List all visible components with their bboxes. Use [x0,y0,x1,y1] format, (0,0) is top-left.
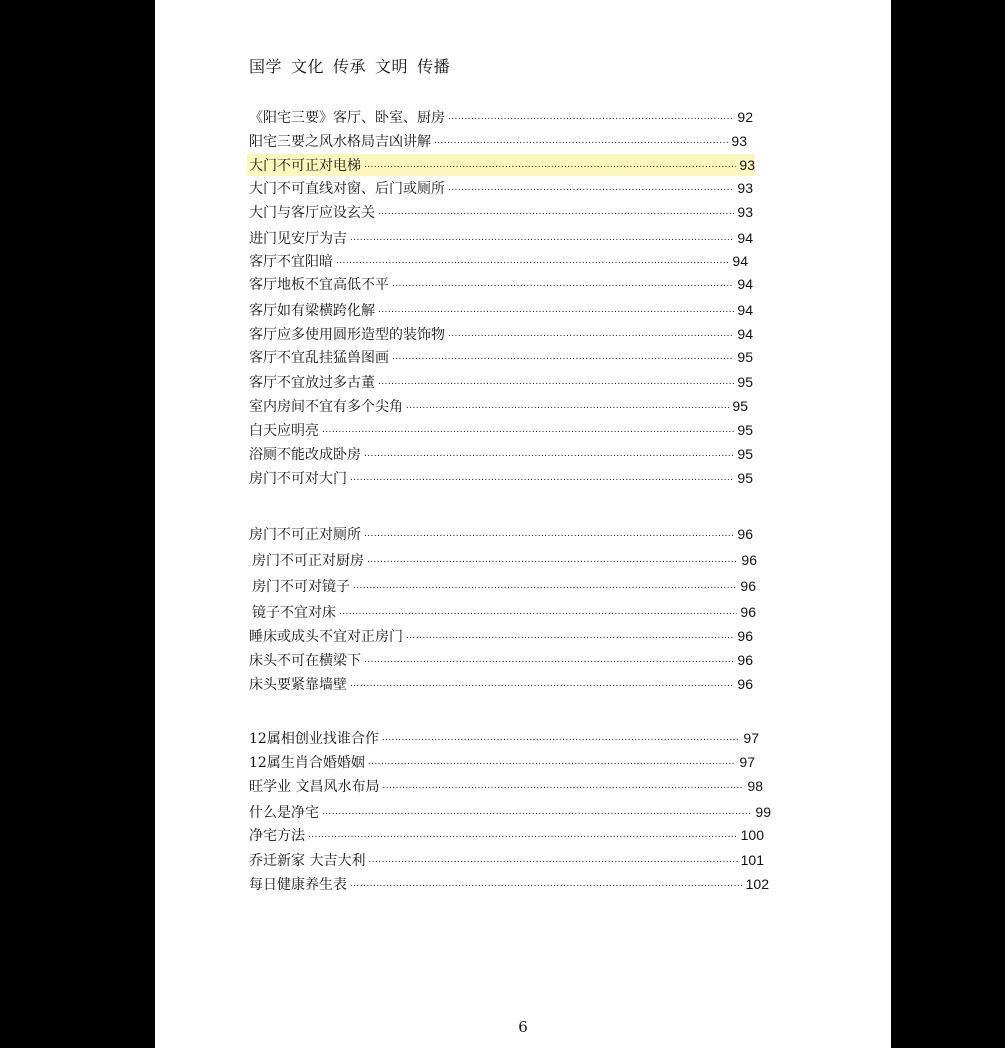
toc-leader-dots [448,181,734,195]
toc-title: 镜子不宜对床 [252,605,336,621]
toc-leader-dots [339,605,737,619]
toc-leader-dots [350,677,734,691]
toc-title: 净宅方法 [249,828,305,844]
toc-title: 客厅如有梁横跨化解 [249,303,375,319]
header-word: 传播 [417,57,451,76]
toc-entry[interactable] [252,601,756,623]
toc-leader-dots [322,805,752,819]
toc-title: 房门不可正对厕所 [249,527,361,543]
toc-title: 房门不可正对厨房 [252,553,364,569]
toc-leader-dots [406,629,734,643]
toc-entry[interactable] [249,273,753,295]
toc-title: 大门与客厅应设玄关 [249,205,375,221]
toc-leader-dots [350,231,734,245]
toc-leader-dots [378,375,734,389]
toc-entry[interactable] [249,775,763,797]
toc-entry[interactable] [249,751,755,773]
toc-leader-dots [364,447,734,461]
toc-title: 《阳宅三要》客厅、卧室、厨房 [249,110,445,126]
toc-entry[interactable] [249,130,747,152]
toc-leader-dots [350,471,734,485]
toc-leader-dots [382,731,741,745]
toc-leader-dots [448,110,734,124]
toc-entry[interactable] [249,523,753,545]
toc-page: 95 [737,470,753,486]
toc-title: 浴厕不能改成卧房 [249,447,361,463]
toc-title: 乔迁新家 大吉大利 [249,853,366,869]
document-page [155,0,891,1048]
toc-page: 99 [755,804,771,820]
toc-entry[interactable] [249,443,753,465]
toc-entry[interactable] [249,323,753,345]
toc-page: 95 [737,446,753,462]
toc-title: 进门见安厅为吉 [249,231,347,247]
header-word: 文明 [375,57,409,76]
toc-leader-dots [367,553,738,567]
toc-title: 大门不可正对电梯 [249,158,361,174]
toc-leader-dots [448,327,734,341]
toc-leader-dots [368,755,737,769]
toc-page: 96 [737,526,753,542]
toc-page: 92 [737,109,753,125]
toc-leader-dots [308,828,738,842]
toc-page: 101 [740,852,764,868]
toc-entry[interactable] [249,106,753,128]
toc-page: 93 [739,157,755,173]
toc-page: 94 [737,276,753,292]
toc-page: 94 [737,302,753,318]
toc-entry[interactable] [249,673,753,695]
header-word: 传承 [333,57,367,76]
toc-entry[interactable] [249,849,764,871]
toc-title: 室内房间不宜有多个尖角 [249,399,403,415]
toc-title: 每日健康养生表 [249,877,347,893]
toc-page: 96 [737,676,753,692]
toc-entry[interactable] [252,575,756,597]
toc-title: 阳宅三要之风水格局吉凶讲解 [249,134,431,150]
toc-entry[interactable] [249,371,753,393]
toc-leader-dots [434,134,728,148]
toc-entry[interactable] [249,873,769,895]
toc-leader-dots [350,877,743,891]
toc-page: 95 [737,349,753,365]
toc-entry[interactable] [249,727,759,749]
toc-title: 客厅地板不宜高低不平 [249,277,389,293]
toc-title: 客厅不宜阳暗 [249,254,333,270]
toc-page: 94 [732,253,748,269]
toc-entry[interactable] [249,419,753,441]
toc-title: 大门不可直线对窗、后门或厕所 [249,181,445,197]
toc-title: 12属生肖合婚婚姻 [249,755,365,771]
toc-leader-dots [382,779,744,793]
toc-title: 客厅应多使用圆形造型的装饰物 [249,327,445,343]
toc-page: 100 [740,827,764,843]
toc-title: 客厅不宜乱挂猛兽图画 [249,350,389,366]
toc-entry[interactable] [249,299,753,321]
toc-title: 客厅不宜放过多古董 [249,375,375,391]
toc-leader-dots [378,303,734,317]
toc-entry[interactable] [249,346,753,368]
toc-page: 95 [737,374,753,390]
header-word: 国学 [249,57,283,76]
toc-title: 白天应明亮 [249,423,319,439]
toc-leader-dots [378,205,734,219]
toc-page: 102 [745,876,769,892]
toc-entry[interactable] [249,467,753,489]
toc-page: 94 [737,326,753,342]
toc-leader-dots [364,527,734,541]
toc-entry[interactable] [249,395,748,417]
toc-entry[interactable] [249,227,753,249]
toc-title: 床头要紧靠墙壁 [249,677,347,693]
toc-entry[interactable] [249,801,771,823]
toc-entry[interactable] [249,177,753,199]
toc-page: 96 [737,652,753,668]
page-header [249,54,459,77]
toc-entry[interactable] [249,824,764,846]
header-word: 文化 [291,57,325,76]
toc-page: 94 [737,230,753,246]
toc-page: 95 [732,398,748,414]
toc-leader-dots [364,158,736,172]
toc-page: 93 [737,204,753,220]
toc-leader-dots [336,254,729,268]
toc-page: 96 [740,604,756,620]
toc-leader-dots [364,653,734,667]
toc-leader-dots [406,399,729,413]
toc-page: 93 [731,133,747,149]
toc-page: 93 [737,180,753,196]
toc-leader-dots [392,277,734,291]
toc-page: 96 [740,578,756,594]
toc-page: 96 [741,552,757,568]
toc-page: 98 [747,778,763,794]
toc-title: 睡床或成头不宜对正房门 [249,629,403,645]
page-number: 6 [518,1018,528,1036]
toc-leader-dots [368,853,737,867]
toc-entry[interactable] [249,201,753,223]
toc-entry[interactable] [249,625,753,647]
toc-entry[interactable] [252,549,757,571]
toc-title: 房门不可对镜子 [252,579,350,595]
toc-title: 旺学业 文昌风水布局 [249,779,380,795]
toc-page: 96 [737,628,753,644]
toc-entry[interactable] [249,250,748,272]
toc-title: 12属相创业找谁合作 [249,731,379,747]
toc-leader-dots [353,579,737,593]
toc-page: 97 [739,754,755,770]
toc-page: 95 [737,422,753,438]
toc-title: 房门不可对大门 [249,471,347,487]
toc-leader-dots [322,423,734,437]
toc-title: 什么是净宅 [249,805,319,821]
toc-entry[interactable] [249,649,753,671]
toc-leader-dots [392,350,734,364]
toc-entry-highlighted[interactable] [247,154,755,176]
toc-title: 床头不可在横梁下 [249,653,361,669]
toc-page: 97 [743,730,759,746]
